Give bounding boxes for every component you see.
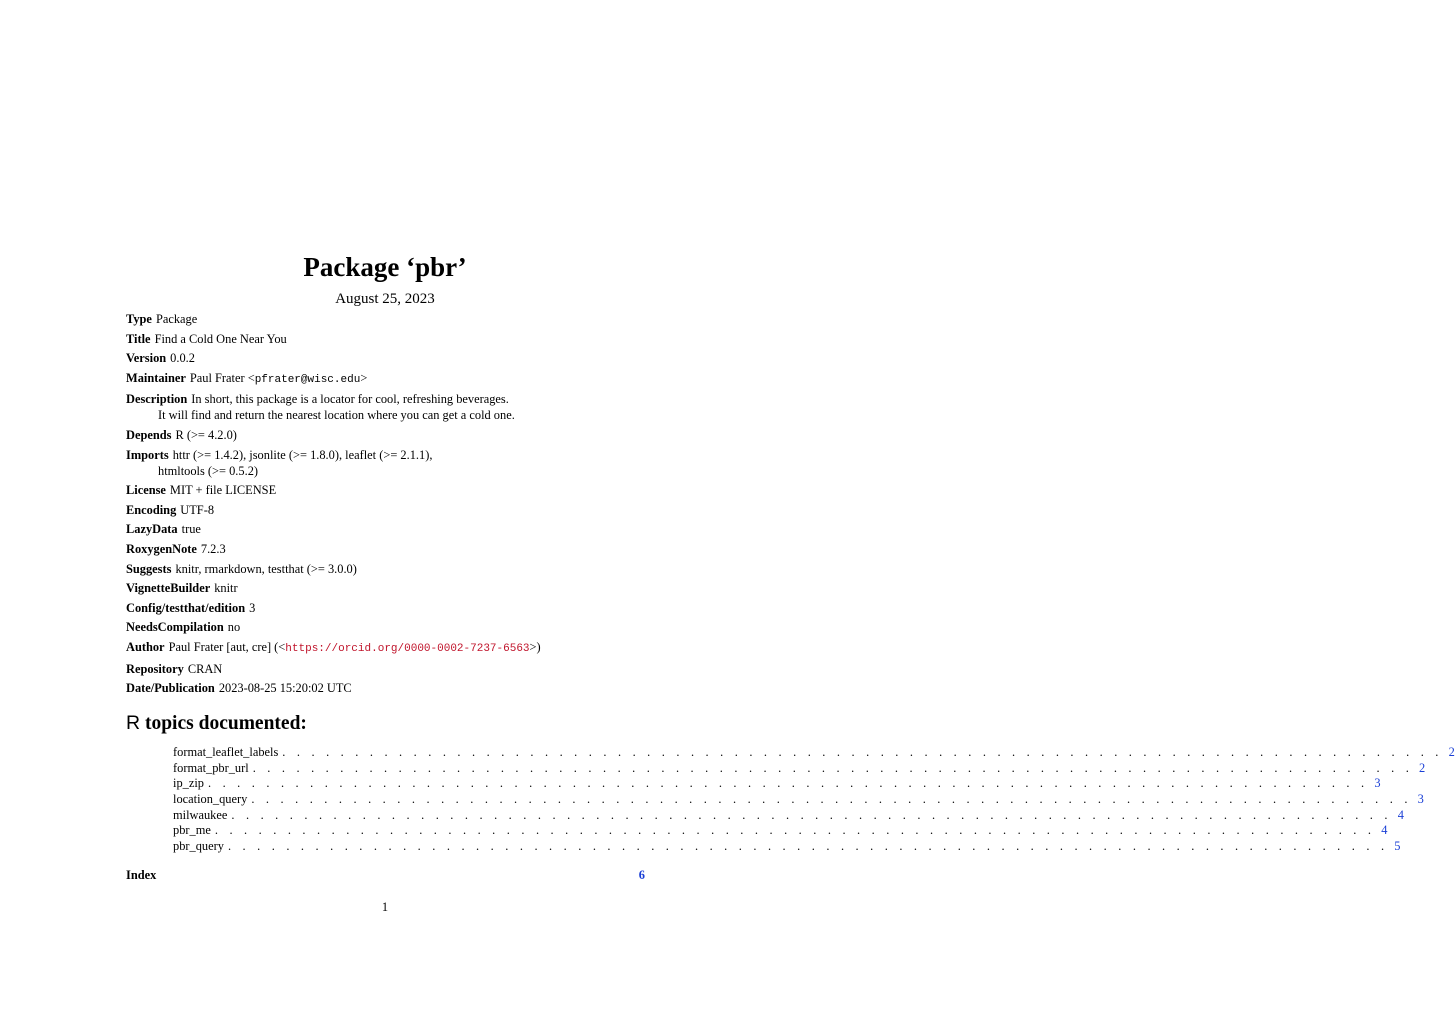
field-value-text: 7.2.3 <box>200 541 226 556</box>
field-key: Imports <box>126 447 169 462</box>
field-value-text: R (>= 4.2.0) <box>175 427 237 442</box>
toc-index-label[interactable]: Index <box>126 868 157 882</box>
toc-list <box>173 745 1455 855</box>
field-value <box>214 581 237 595</box>
toc-item[interactable] <box>173 745 1455 761</box>
field-suggests <box>126 561 646 577</box>
field-value <box>173 448 433 462</box>
toc-item-page[interactable]: 4 <box>1397 807 1404 822</box>
field-value <box>182 522 201 536</box>
toc-leader-dots: . . . . . . . . . . . . . . . . . . . . . . . . . . . . . . . . . . . . . . . . . . . . . . . . . . . . . . . . . . . . . . . . . . . . . . . . . . . . . . . . <box>251 792 1412 807</box>
field-key: Type <box>126 312 152 326</box>
field-value <box>190 371 367 385</box>
field-key: RoxygenNote <box>126 541 197 556</box>
orcid-link[interactable]: https://orcid.org/0000-0002-7237-6563 <box>285 642 530 655</box>
field-value-text: no <box>227 620 241 635</box>
toc-index-page[interactable]: 6 <box>638 868 645 882</box>
field-value-text: knitr, rmarkdown, testthat (>= 3.0.0) <box>175 561 357 576</box>
field-key: Config/testthat/edition <box>126 600 246 615</box>
field-value <box>228 620 240 634</box>
toc-item[interactable] <box>173 760 1426 777</box>
toc-leader-dots: . . . . . . . . . . . . . . . . . . . . . . . . . . . . . . . . . . . . . . . . . . . . . . . . . . . . . . . . . . . . . . . . . . . . . . . . . . . . . . . . <box>227 839 1389 854</box>
field-value-continuation: htmltools (>= 0.5.2) <box>158 463 259 478</box>
field-key: Version <box>126 351 167 366</box>
field-key: Encoding <box>126 502 177 517</box>
toc-item-name[interactable]: format_pbr_url <box>173 760 249 775</box>
field-lazydata <box>126 521 646 537</box>
field-value-text: Paul Frater < <box>189 370 255 385</box>
field-value-text: httr (>= 1.4.2), jsonlite (>= 1.8.0), leaflet (>= 2.1.1), <box>172 447 433 462</box>
toc-item-page[interactable]: 3 <box>1417 792 1424 807</box>
field-imports <box>126 447 646 479</box>
toc-item-page[interactable]: 2 <box>1419 760 1426 775</box>
toc-item[interactable] <box>173 839 1401 855</box>
field-value-tail: > <box>360 370 368 385</box>
field-maintainer <box>126 370 646 388</box>
toc-item[interactable] <box>173 792 1424 808</box>
field-value-text: knitr <box>214 581 238 596</box>
toc-item[interactable] <box>173 807 1404 824</box>
field-value-text: UTF-8 <box>180 502 215 517</box>
toc-item-name[interactable]: location_query <box>173 792 248 807</box>
field-key: Maintainer <box>126 370 186 385</box>
field-value <box>169 640 541 654</box>
toc-heading-r: R <box>126 712 141 734</box>
toc-item[interactable] <box>173 776 1381 792</box>
field-value <box>155 332 287 346</box>
toc-item[interactable] <box>173 823 1388 839</box>
toc-leader-dots: . . . . . . . . . . . . . . . . . . . . . . . . . . . . . . . . . . . . . . . . . . . . . . . . . . . . . . . . . . . . . . . . . . . . . . . . . . . . . . . . <box>231 807 1392 822</box>
field-value <box>249 601 255 615</box>
field-value <box>180 503 214 517</box>
field-value-tail: >) <box>529 639 541 654</box>
field-key: Repository <box>126 661 184 676</box>
field-value-text: 2023-08-25 15:20:02 UTC <box>218 681 352 696</box>
field-value-text: Paul Frater [aut, cre] (< <box>168 639 286 654</box>
field-value-text: Find a Cold One Near You <box>154 331 287 346</box>
field-value-text: Package <box>155 312 198 326</box>
field-value-text: true <box>181 522 201 537</box>
field-encoding <box>126 502 646 518</box>
field-value-text: MIT + file LICENSE <box>169 483 277 498</box>
field-value-continuation: It will find and return the nearest location where you can get a cold one. <box>158 408 515 423</box>
description-fields <box>126 311 646 700</box>
toc-leader-dots: . . . . . . . . . . . . . . . . . . . . . . . . . . . . . . . . . . . . . . . . . . . . . . . . . . . . . . . . . . . . . . . . . . . . . . . . . . . . . . . . <box>207 776 1369 791</box>
field-value-text: 0.0.2 <box>170 351 195 366</box>
field-needscompilation <box>126 619 646 635</box>
field-key: NeedsCompilation <box>126 620 224 635</box>
toc-leader-dots: . . . . . . . . . . . . . . . . . . . . . . . . . . . . . . . . . . . . . . . . . . . . . . . . . . . . . . . . . . . . . . . . . . . . . . . . . . . . . . . . <box>282 745 1443 759</box>
field-value <box>175 562 356 576</box>
field-key: Author <box>126 639 165 654</box>
field-value <box>188 662 222 676</box>
toc-item-name[interactable]: milwaukee <box>173 807 228 822</box>
field-value <box>219 681 352 695</box>
toc-item-name[interactable]: pbr_query <box>173 839 224 854</box>
field-license <box>126 482 646 498</box>
field-value-text: 3 <box>249 600 256 615</box>
field-type <box>126 311 646 327</box>
field-value <box>170 483 276 497</box>
field-key: LazyData <box>126 522 178 537</box>
toc-item-name[interactable]: pbr_me <box>173 823 211 838</box>
page-title: Package ‘pbr’ <box>303 252 467 282</box>
field-value <box>201 542 226 556</box>
field-date-publication <box>126 680 646 696</box>
field-key: VignetteBuilder <box>126 581 211 596</box>
toc-heading-text: topics documented: <box>140 713 307 734</box>
toc-leader-dots: . . . . . . . . . . . . . . . . . . . . . . . . . . . . . . . . . . . . . . . . . . . . . . . . . . . . . . . . . . . . . . . . . . . . . . . . . . . . . . . . <box>214 823 1376 838</box>
toc-item-name[interactable]: ip_zip <box>173 776 204 791</box>
toc-heading <box>126 711 307 736</box>
toc-item-page[interactable]: 2 <box>1448 745 1455 759</box>
field-key: License <box>126 483 166 498</box>
publication-date: August 25, 2023 <box>335 291 435 307</box>
toc-item-page[interactable]: 4 <box>1381 823 1388 838</box>
field-key: Suggests <box>126 561 172 576</box>
field-key: Title <box>126 331 151 346</box>
field-value <box>191 392 509 406</box>
maintainer-email: pfrater@wisc.edu <box>254 373 361 386</box>
field-key: Date/Publication <box>126 681 215 696</box>
toc-item-page[interactable]: 5 <box>1394 839 1401 854</box>
field-title <box>126 331 646 347</box>
field-depends <box>126 427 646 443</box>
page-number: 1 <box>381 900 389 914</box>
toc-item-page[interactable]: 3 <box>1374 776 1381 791</box>
field-value-text: In short, this package is a locator for cool, refreshing beverages. <box>191 392 509 407</box>
field-author <box>126 639 646 657</box>
field-value <box>156 312 197 326</box>
field-key: Description <box>126 392 188 407</box>
field-config-testthat-edition <box>126 600 646 616</box>
field-value <box>170 351 195 365</box>
field-version <box>126 350 646 366</box>
field-value-text: CRAN <box>187 661 223 676</box>
field-description <box>126 391 646 423</box>
toc-index-row[interactable] <box>126 867 645 883</box>
toc-leader-dots: . . . . . . . . . . . . . . . . . . . . . . . . . . . . . . . . . . . . . . . . . . . . . . . . . . . . . . . . . . . . . . . . . . . . . . . . . . . . . . . . <box>252 760 1414 775</box>
field-value <box>175 428 236 442</box>
field-vignettebuilder <box>126 580 646 596</box>
field-key: Depends <box>126 427 172 442</box>
field-repository <box>126 661 646 677</box>
toc-item-name[interactable]: format_leaflet_labels <box>173 745 279 759</box>
field-roxygennote <box>126 541 646 557</box>
